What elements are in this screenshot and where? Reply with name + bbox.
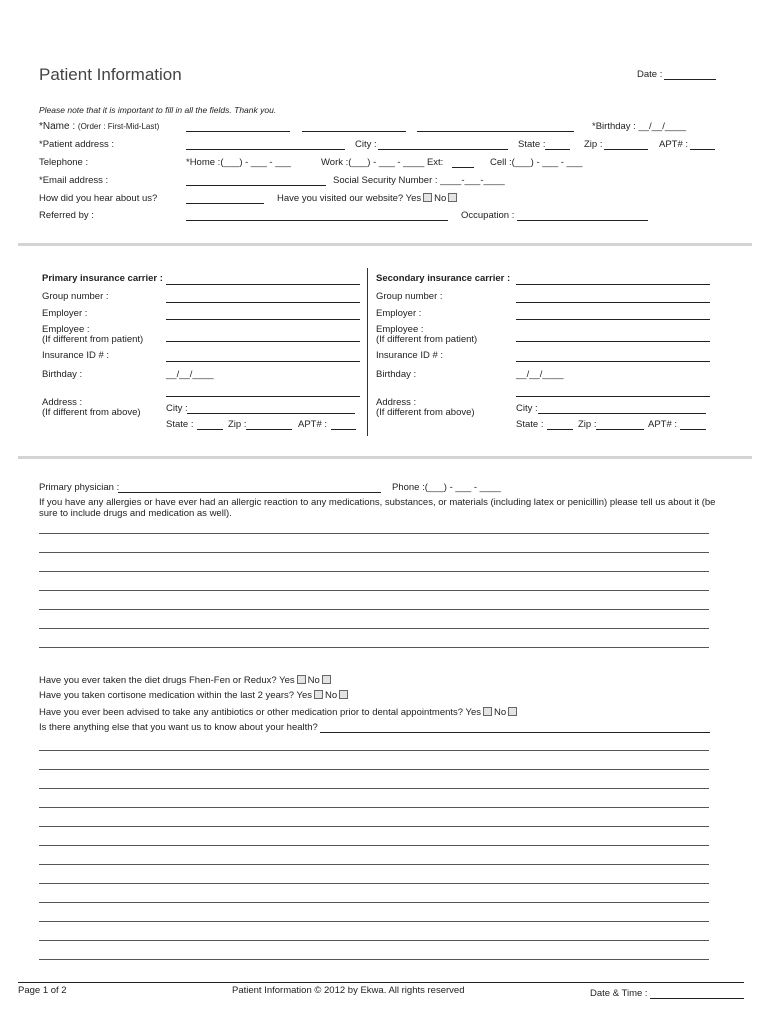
cortisone-yes-checkbox[interactable] <box>314 690 323 699</box>
primary-group-label: Group number : <box>42 291 109 302</box>
secondary-carrier-label: Secondary insurance carrier : <box>376 273 511 284</box>
allergy-line[interactable] <box>39 552 709 553</box>
city-label: City : <box>355 139 377 150</box>
primary-id-label: Insurance ID # : <box>42 350 110 361</box>
primary-employee-label: Employee : <box>42 324 90 335</box>
primary-zip-label: Zip : <box>228 419 247 430</box>
primary-zip-field[interactable] <box>246 429 292 430</box>
city-field[interactable] <box>378 149 508 150</box>
primary-employee-note: (If different from patient) <box>42 334 144 345</box>
health-line[interactable] <box>39 845 709 846</box>
website-question: Have you visited our website? Yes No <box>277 193 459 204</box>
primary-employer-field[interactable] <box>166 319 360 320</box>
secondary-employee-label: Employee : <box>376 324 424 335</box>
secondary-id-label: Insurance ID # : <box>376 350 444 361</box>
footer-rule <box>18 982 744 983</box>
page-title: Patient Information <box>39 65 182 84</box>
secondary-apt-label: APT# : <box>648 419 678 430</box>
secondary-address-note: (If different from above) <box>376 407 475 418</box>
primary-city-label: City : <box>166 403 188 414</box>
zip-label: Zip : <box>584 139 603 150</box>
allergy-text-line-1: If you have any allergies or have ever had an allergic reaction to any medications, substances, or materials (including latex or penicillin) please tell us about it (be <box>39 497 716 508</box>
secondary-group-field[interactable] <box>516 302 710 303</box>
primary-city-field[interactable] <box>187 413 355 414</box>
email-field[interactable] <box>186 185 326 186</box>
health-line[interactable] <box>39 902 709 903</box>
health-line[interactable] <box>39 883 709 884</box>
allergy-line[interactable] <box>39 533 709 534</box>
secondary-birthday-label: Birthday : <box>376 369 417 380</box>
allergy-line[interactable] <box>39 647 709 648</box>
secondary-zip-field[interactable] <box>596 429 644 430</box>
primary-carrier-field[interactable] <box>166 284 360 285</box>
occupation-label: Occupation : <box>461 210 515 221</box>
datetime-field[interactable] <box>650 998 744 999</box>
antibiotics-question: Have you ever been advised to take any antibiotics or other medication prior to dental appointments? Yes No <box>39 707 519 718</box>
allergy-line[interactable] <box>39 571 709 572</box>
primary-employer-label: Employer : <box>42 308 88 319</box>
primary-state-field[interactable] <box>197 429 223 430</box>
zip-field[interactable] <box>604 149 648 150</box>
primary-carrier-label: Primary insurance carrier : <box>42 273 163 284</box>
state-field[interactable] <box>545 149 570 150</box>
diet-drugs-question: Have you ever taken the diet drugs Fhen-Fen or Redux? Yes No <box>39 675 333 686</box>
other-health-question: Is there anything else that you want us to know about your health? <box>39 722 318 733</box>
antibiotics-no-checkbox[interactable] <box>508 707 517 716</box>
physician-phone-field[interactable]: Phone :(___) - ___ - ____ <box>392 482 501 493</box>
instruction-note: Please note that it is important to fill in all the fields. Thank you. <box>39 105 277 115</box>
secondary-address-label: Address : <box>376 397 417 408</box>
health-line[interactable] <box>39 807 709 808</box>
name-label: *Name : (Order : First-Mid-Last) <box>39 121 160 132</box>
physician-label: Primary physician : <box>39 482 120 493</box>
page-number: Page 1 of 2 <box>18 985 67 996</box>
secondary-zip-label: Zip : <box>578 419 597 430</box>
secondary-employer-field[interactable] <box>516 319 710 320</box>
date-label: Date : <box>637 69 663 80</box>
health-line[interactable] <box>39 921 709 922</box>
website-no-checkbox[interactable] <box>448 193 457 202</box>
secondary-state-label: State : <box>516 419 544 430</box>
health-line[interactable] <box>39 940 709 941</box>
secondary-employee-field[interactable] <box>516 341 710 342</box>
primary-apt-field[interactable] <box>331 429 356 430</box>
work-phone-field[interactable]: Work :(___) - ___ - ____ Ext: <box>321 157 444 168</box>
secondary-address-field[interactable] <box>516 396 710 397</box>
cortisone-question: Have you taken cortisone medication within the last 2 years? Yes No <box>39 690 350 701</box>
health-line[interactable] <box>39 864 709 865</box>
primary-employee-field[interactable] <box>166 341 360 342</box>
copyright: Patient Information © 2012 by Ekwa. All rights reserved <box>232 985 465 996</box>
diet-drugs-no-checkbox[interactable] <box>322 675 331 684</box>
birthday-label: *Birthday : __/__/____ <box>592 121 687 132</box>
primary-birthday-field[interactable]: __/__/____ <box>166 369 214 380</box>
home-phone-field[interactable]: *Home :(___) - ___ - ___ <box>186 157 292 168</box>
secondary-apt-field[interactable] <box>680 429 706 430</box>
primary-apt-label: APT# : <box>298 419 328 430</box>
ssn-label: Social Security Number : ____-___-____ <box>333 175 505 186</box>
state-label: State : <box>518 139 546 150</box>
health-line[interactable] <box>39 788 709 789</box>
primary-address-label: Address : <box>42 397 83 408</box>
secondary-city-label: City : <box>516 403 538 414</box>
ext-field[interactable] <box>452 167 474 168</box>
health-line[interactable] <box>39 769 709 770</box>
last-name-field[interactable] <box>417 131 574 132</box>
hear-about-field[interactable] <box>186 203 264 204</box>
secondary-birthday-field[interactable]: __/__/____ <box>516 369 564 380</box>
address-label: *Patient address : <box>39 139 114 150</box>
date-field[interactable] <box>664 79 716 80</box>
allergy-line[interactable] <box>39 628 709 629</box>
datetime-label: Date & Time : <box>590 988 648 999</box>
allergy-line[interactable] <box>39 590 709 591</box>
health-line[interactable] <box>39 826 709 827</box>
middle-name-field[interactable] <box>302 131 406 132</box>
secondary-carrier-field[interactable] <box>516 284 710 285</box>
allergy-text-line-2: sure to include drugs and medication as well). <box>39 508 232 519</box>
insurance-column-divider <box>367 268 368 436</box>
secondary-city-field[interactable] <box>538 413 706 414</box>
occupation-field[interactable] <box>517 220 648 221</box>
apt-label: APT# : <box>659 139 689 150</box>
telephone-label: Telephone : <box>39 157 89 168</box>
health-line[interactable] <box>39 750 709 751</box>
primary-id-field[interactable] <box>166 361 360 362</box>
secondary-id-field[interactable] <box>516 361 710 362</box>
primary-birthday-label: Birthday : <box>42 369 83 380</box>
section-divider-2 <box>18 456 752 459</box>
secondary-employer-label: Employer : <box>376 308 422 319</box>
primary-group-field[interactable] <box>166 302 360 303</box>
email-label: *Email address : <box>39 175 109 186</box>
referred-field[interactable] <box>186 220 448 221</box>
diet-drugs-yes-checkbox[interactable] <box>297 675 306 684</box>
allergy-line[interactable] <box>39 609 709 610</box>
referred-label: Referred by : <box>39 210 94 221</box>
antibiotics-yes-checkbox[interactable] <box>483 707 492 716</box>
other-health-field[interactable] <box>320 732 710 733</box>
website-yes-checkbox[interactable] <box>423 193 432 202</box>
apt-field[interactable] <box>690 149 715 150</box>
primary-address-field[interactable] <box>166 396 360 397</box>
cell-phone-field[interactable]: Cell :(___) - ___ - ___ <box>490 157 583 168</box>
secondary-state-field[interactable] <box>547 429 573 430</box>
street-field[interactable] <box>186 149 345 150</box>
secondary-employee-note: (If different from patient) <box>376 334 478 345</box>
health-line[interactable] <box>39 959 709 960</box>
hear-about-label: How did you hear about us? <box>39 193 158 204</box>
primary-address-note: (If different from above) <box>42 407 141 418</box>
secondary-group-label: Group number : <box>376 291 443 302</box>
first-name-field[interactable] <box>186 131 290 132</box>
physician-field[interactable] <box>118 492 381 493</box>
section-divider <box>18 243 752 246</box>
primary-state-label: State : <box>166 419 194 430</box>
cortisone-no-checkbox[interactable] <box>339 690 348 699</box>
